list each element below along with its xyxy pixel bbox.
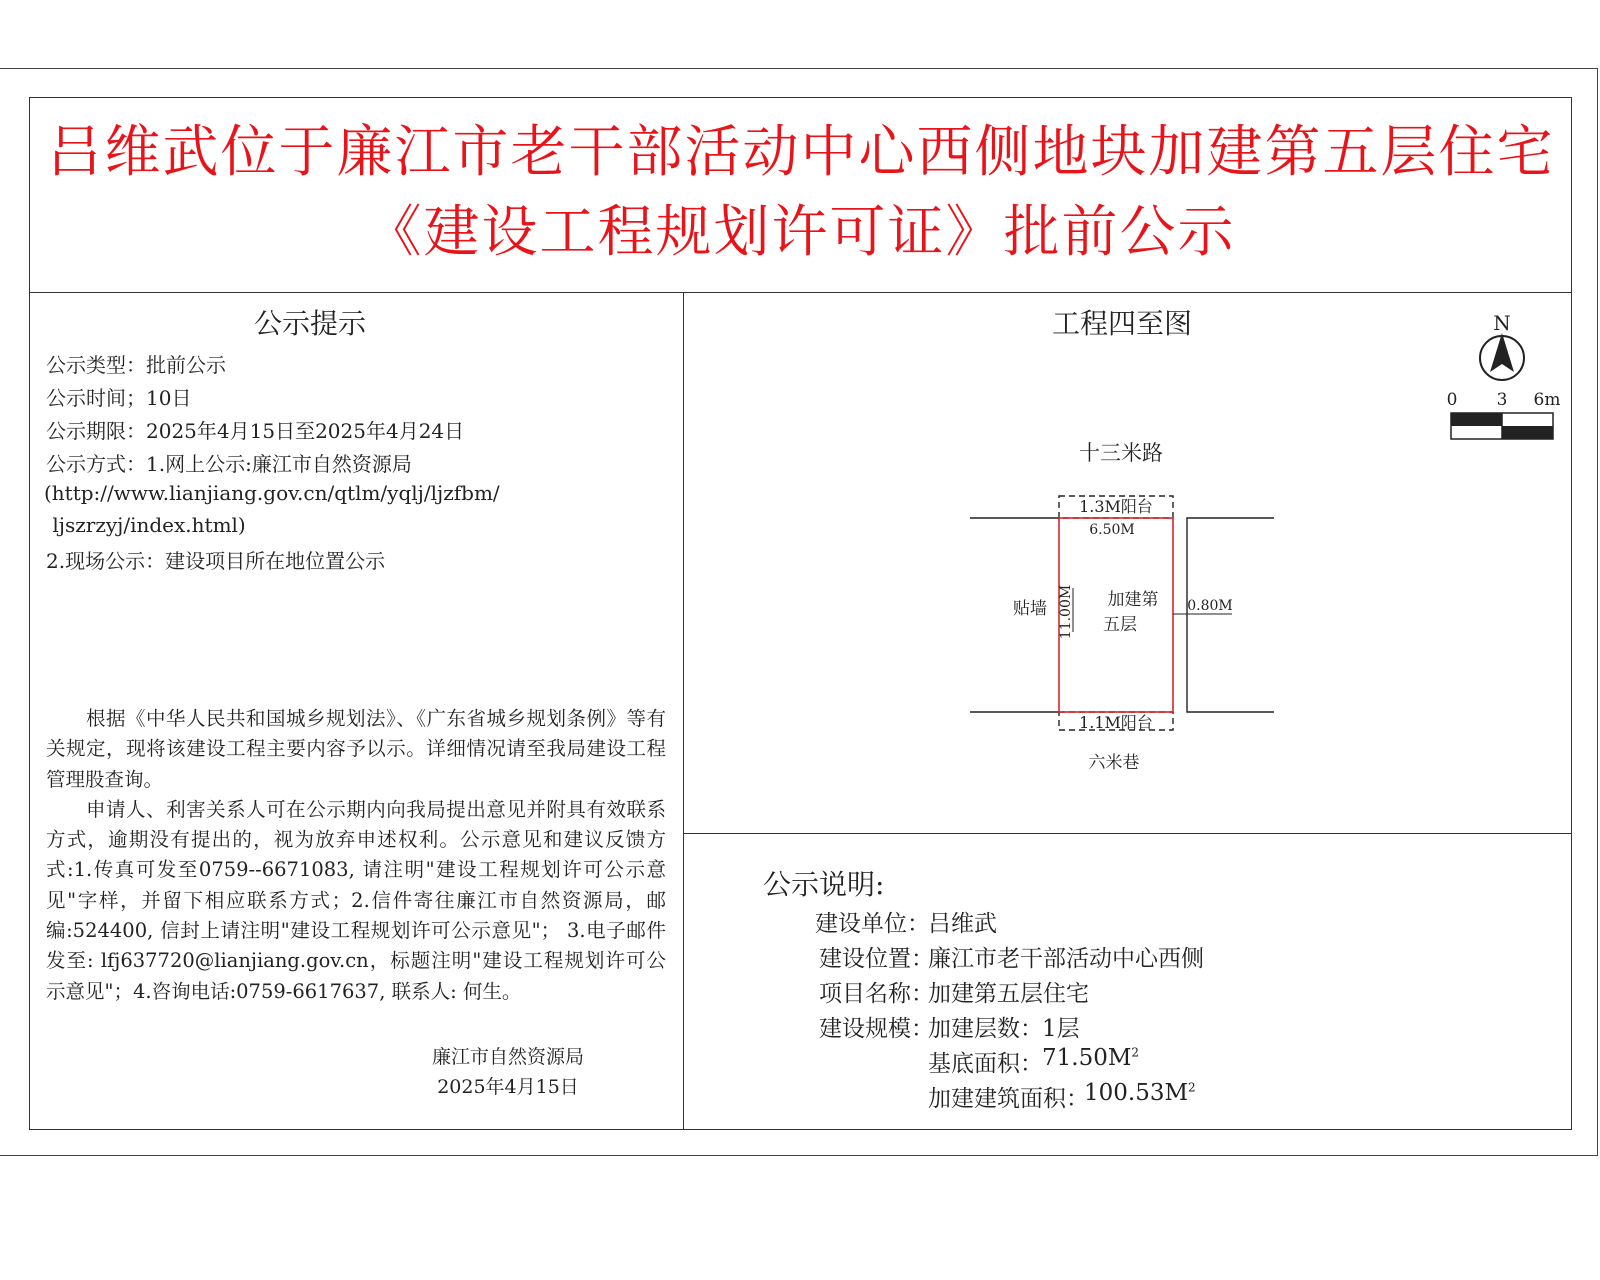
- balcony-north-label: 1.3M阳台: [1079, 497, 1153, 516]
- notice-url[interactable]: ljszrzyj/index.html): [46, 513, 246, 537]
- scale-bar: [1447, 390, 1561, 439]
- scale-label: 3: [1496, 390, 1508, 410]
- floors-value: 1层: [1042, 1016, 1080, 1042]
- notice-heading: 公示提示: [254, 307, 367, 340]
- width-label: 6.50M: [1089, 522, 1135, 538]
- floor-area-value: [1084, 1080, 1196, 1106]
- building-label: 加建第: [1107, 590, 1159, 610]
- area-unit-superscript: 2: [1131, 1045, 1140, 1060]
- base-area-label: 基底面积：: [928, 1051, 1043, 1077]
- project-label: 项目名称：: [819, 981, 934, 1007]
- west-label: 贴墙: [1013, 599, 1047, 619]
- notice-line: 公示期限：2025年4月15日至2025年4月24日: [46, 419, 465, 443]
- notice-paragraph-1: 根据《中华人民共和国城乡规划法》、《广东省城乡规划条例》等有关规定，现将该建设工程主要内容予以示。详细情况请至我局建设工程管理股查询。: [46, 707, 666, 791]
- building-label: 五层: [1103, 615, 1137, 635]
- project-value: 加建第五层住宅: [928, 981, 1089, 1007]
- notes-heading: 公示说明:: [763, 868, 885, 901]
- road-south-label: 六米巷: [1088, 753, 1140, 773]
- notice-url[interactable]: (http://www.lianjiang.gov.cn/qtlm/yqlj/ljzfbm/: [44, 481, 500, 505]
- map-heading: 工程四至图: [1052, 307, 1193, 340]
- floor-area-label: 加建建筑面积：: [928, 1086, 1089, 1112]
- north-label: N: [1493, 311, 1511, 335]
- area-unit-superscript: 2: [1188, 1080, 1196, 1095]
- balcony-south-label: 1.1M阳台: [1079, 713, 1153, 732]
- signature-org: 廉江市自然资源局: [431, 1046, 584, 1068]
- title-line-1: 吕维武位于廉江市老干部活动中心西侧地块加建第五层住宅: [46, 120, 1555, 185]
- east-gap-label: 0.80M: [1187, 598, 1233, 614]
- location-value: 廉江市老干部活动中心西侧: [928, 946, 1204, 972]
- floor-area-number: 100.53M: [1084, 1080, 1189, 1106]
- scale-label: 6m: [1533, 390, 1561, 410]
- base-area-number: 71.50M: [1042, 1045, 1132, 1071]
- notice-line: 公示方式：1.网上公示:廉江市自然资源局: [46, 452, 412, 476]
- base-area-value: [1042, 1045, 1139, 1071]
- floors-label: 加建层数：: [928, 1016, 1043, 1042]
- road-north-label: 十三米路: [1079, 441, 1163, 465]
- unit-value: 吕维武: [928, 911, 997, 937]
- length-label: 11.00M: [1058, 584, 1074, 640]
- notice-line: 公示类型：批前公示: [46, 353, 226, 377]
- notice-paragraph-2: 申请人、利害关系人可在公示期内向我局提出意见并附具有效联系方式，逾期没有提出的，视为放弃申述权利。公示意见和建议反馈方式:1.传真可发至0759--6671083, 请注明"建设工程规划许可公示意见"字样，并留下相应联系方式；2.信件寄往廉江市自然资源局，邮编:524400, 信封上请注明"建设工程规划许可公示意见"； 3.电子邮件发至: lfj637720@lianjiang.gov.cn，标题注明"建设工程规划许可公示意见"；4.咨询电话:0759-6617637, 联系人: 何生。: [46, 797, 666, 1003]
- notice-line: 2.现场公示：建设项目所在地位置公示: [46, 549, 386, 573]
- title-line-2: 《建设工程规划许可证》批前公示: [365, 200, 1236, 265]
- signature-date: 2025年4月15日: [437, 1076, 579, 1098]
- scale-label: 建设规模：: [819, 1016, 934, 1042]
- notice-line: 公示时间；10日: [46, 386, 192, 410]
- location-label: 建设位置：: [819, 946, 934, 972]
- scale-label: 0: [1446, 390, 1458, 410]
- north-arrow-icon: [1480, 311, 1524, 380]
- unit-label: 建设单位：: [815, 911, 930, 937]
